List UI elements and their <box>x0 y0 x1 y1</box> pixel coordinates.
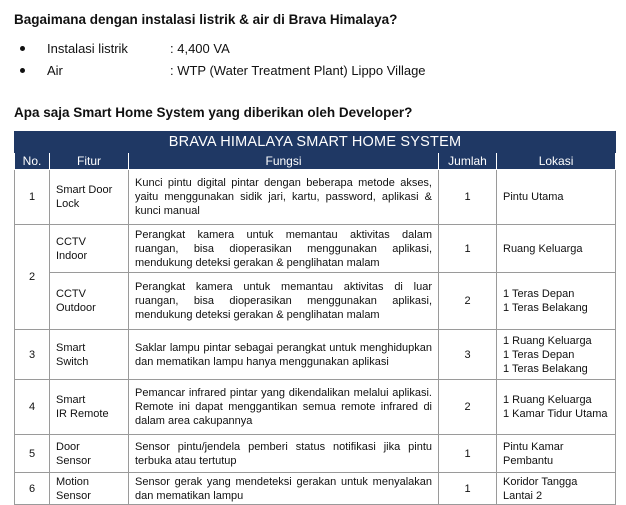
col-header-fitur: Fitur <box>50 153 129 170</box>
cell-lokasi: 1 Ruang Keluarga 1 Kamar Tidur Utama <box>497 380 616 435</box>
col-header-lokasi: Lokasi <box>497 153 616 170</box>
cell-lokasi: 1 Ruang Keluarga 1 Teras Depan 1 Teras Belakang <box>497 330 616 380</box>
cell-fungsi: Saklar lampu pintar sebagai perangkat untuk menghidupkan dan mematikan lampu hanya menggunakan aplikasi <box>129 330 439 380</box>
cell-fungsi: Pemancar infrared pintar yang dikendalikan melalui aplikasi. Remote ini dapat menggantikan semua remote infrared di dalam area cakupannya <box>129 380 439 435</box>
cell-lokasi: Pintu Utama <box>497 170 616 225</box>
table-row <box>15 473 616 505</box>
table-row <box>15 435 616 473</box>
cell-fitur: CCTV Indoor <box>50 225 129 273</box>
cell-jumlah: 1 <box>439 473 497 505</box>
bullet-dot-icon <box>20 46 25 51</box>
bullet-listrik <box>20 41 230 56</box>
cell-fitur: Door Sensor <box>50 435 129 473</box>
bullet-dot-icon <box>20 68 25 73</box>
table-row <box>15 170 616 225</box>
cell-jumlah: 2 <box>439 273 497 330</box>
cell-no: 3 <box>15 330 50 380</box>
cell-no: 1 <box>15 170 50 225</box>
smart-home-table <box>14 131 616 505</box>
cell-fungsi: Perangkat kamera untuk memantau aktivitas dalam ruangan, bisa dioperasikan menggunakan aplikasi, mendukung deteksi gerakan & penglihatan malam <box>129 225 439 273</box>
heading-instalasi: Bagaimana dengan instalasi listrik & air di Brava Himalaya? <box>14 12 398 27</box>
bullet-value: : WTP (Water Treatment Plant) Lippo Village <box>170 63 426 78</box>
cell-lokasi: 1 Teras Depan 1 Teras Belakang <box>497 273 616 330</box>
cell-jumlah: 1 <box>439 225 497 273</box>
cell-fungsi: Sensor gerak yang mendeteksi gerakan untuk menyalakan dan mematikan lampu <box>129 473 439 505</box>
cell-fitur: Smart Door Lock <box>50 170 129 225</box>
cell-no: 4 <box>15 380 50 435</box>
cell-fitur: Smart IR Remote <box>50 380 129 435</box>
cell-fitur: Smart Switch <box>50 330 129 380</box>
table-row <box>15 380 616 435</box>
cell-no: 2 <box>15 225 50 330</box>
cell-no: 6 <box>15 473 50 505</box>
cell-no: 5 <box>15 435 50 473</box>
cell-fungsi: Perangkat kamera untuk memantau aktivitas di luar ruangan, bisa dioperasikan menggunakan aplikasi, mendukung deteksi gerakan & penglihatan malam <box>129 273 439 330</box>
cell-fungsi: Kunci pintu digital pintar dengan beberapa metode akses, yaitu menggunakan sidik jari, kartu, password, aplikasi & kunci manual <box>129 170 439 225</box>
cell-lokasi: Ruang Keluarga <box>497 225 616 273</box>
cell-lokasi: Koridor Tangga Lantai 2 <box>497 473 616 505</box>
table-title: BRAVA HIMALAYA SMART HOME SYSTEM <box>15 132 616 153</box>
cell-fitur: CCTV Outdoor <box>50 273 129 330</box>
col-header-no: No. <box>15 153 50 170</box>
table-row <box>15 330 616 380</box>
bullet-label: Instalasi listrik <box>47 41 128 56</box>
col-header-jumlah: Jumlah <box>439 153 497 170</box>
cell-fitur: Motion Sensor <box>50 473 129 505</box>
cell-jumlah: 3 <box>439 330 497 380</box>
cell-jumlah: 1 <box>439 435 497 473</box>
cell-jumlah: 1 <box>439 170 497 225</box>
cell-lokasi: Pintu Kamar Pembantu <box>497 435 616 473</box>
table-row <box>15 273 616 330</box>
table-row <box>15 225 616 273</box>
bullet-label: Air <box>47 63 63 78</box>
bullet-air <box>20 63 426 78</box>
col-header-fungsi: Fungsi <box>129 153 439 170</box>
cell-jumlah: 2 <box>439 380 497 435</box>
bullet-value: : 4,400 VA <box>170 41 230 56</box>
heading-smart-home: Apa saja Smart Home System yang diberikan oleh Developer? <box>14 105 413 120</box>
cell-fungsi: Sensor pintu/jendela pemberi status notifikasi jika pintu terbuka atau tertutup <box>129 435 439 473</box>
